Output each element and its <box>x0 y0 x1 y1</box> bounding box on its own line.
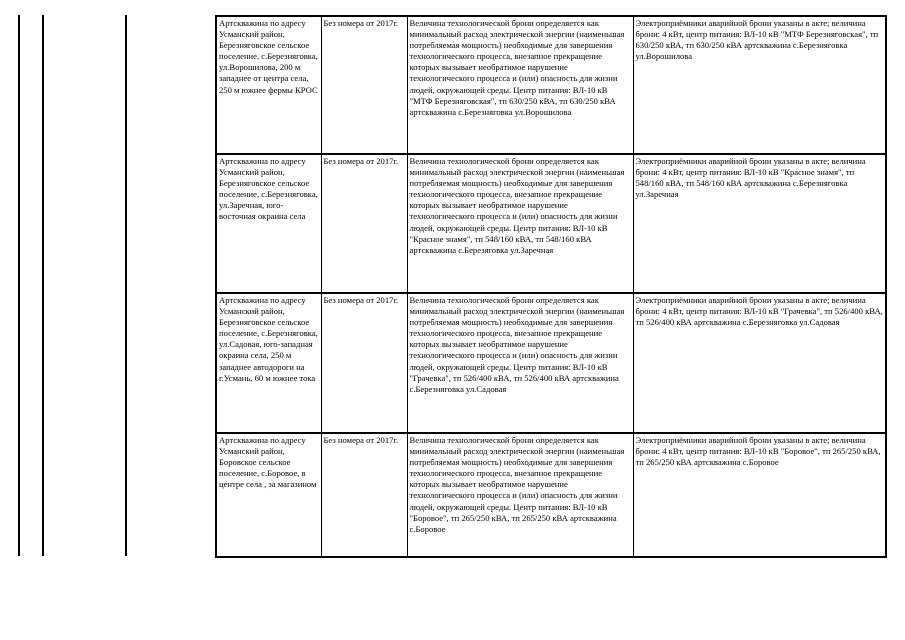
table-row <box>216 433 886 557</box>
left-border-line-1 <box>18 15 20 556</box>
receivers-cell: Электроприёмники аварийной брони указаны в акте; величина брони: 4 кВт, центр питания: ВЛ-10 кВ "Боровое", тп 265/250 кВА, тп 265/250 кВА артскважина с.Боровое <box>633 433 886 557</box>
left-border-line-3 <box>125 15 127 556</box>
table-row <box>216 16 886 154</box>
address-cell: Артскважина по адресу Усманский район, Боровское сельское поселение, с.Боровое, в центре села , за магазином <box>216 433 321 557</box>
address-cell: Артскважина по адресу Усманский район, Березняговское сельское поселение, с.Березняговка, ул.Ворошилова, 200 м западнее от центра села, 250 м южнее фермы КРОС <box>216 16 321 154</box>
receivers-cell: Электроприёмники аварийной брони указаны в акте; величина брони: 4 кВт, центр питания: ВЛ-10 кВ "Красное знамя", тп 548/160 кВА, тп 548/160 кВА артскважина с.Березняговка ул.Заречная <box>633 154 886 293</box>
description-cell: Величина технологической брони определяется как минимальный расход электрической энергии (наименьшая потребляемая мощность) необходимые для завершения технологического процесса, внезапное прекращение которых вызывает необратимое нарушение технологического процесса и (или) опасность для жизни людей, окружающей среды. Центр питания: ВЛ-10 кВ "Красное знамя", тп 548/160 кВА, тп 548/160 кВА артскважина с.Березяговка ул.Заречная <box>407 154 633 293</box>
description-cell: Величина технологической брони определяется как минимальный расход электрической энергии (наименьшая потребляемая мощность) необходимые для завершения технологического процесса, внезапное прекращение которых вызывает необратимое нарушение технологического процесса и (или) опасность для жизни людей, окружающей среды. Центр питания: ВЛ-10 кВ "МТФ Березняговская", тп 630/250 кВА, тп 630/250 кВА артскважина с.Березняговка ул.Ворошилова <box>407 16 633 154</box>
document-number-cell: Без номера от 2017г. <box>321 293 407 433</box>
table-row <box>216 293 886 433</box>
receivers-cell: Электроприёмники аварийной брони указаны в акте; величина брони: 4 кВт, центр питания: ВЛ-10 кВ "Грачевка", тп 526/400 кВА, тп 526/400 кВА артскважина с.Березняговка ул.Садовая <box>633 293 886 433</box>
description-cell: Величина технологической брони определяется как минимальный расход электрической энергии (наименьшая потребляемая мощность) необходимые для завершения технологического процесса, внезапное прекращение которых вызывает необратимое нарушение технологического процесса и (или) опасность для жизни людей, окружающей среды. Центр питания: ВЛ-10 кВ "Боровое", тп 265/250 кВА, тп 265/250 кВА артскважина с.Боровое <box>407 433 633 557</box>
document-number-cell: Без номера от 2017г. <box>321 154 407 293</box>
address-cell: Артскважина по адресу Усманский район, Березняговское сельское поселение, с.Березняговка, ул.Заречная, юго-восточная окраина села <box>216 154 321 293</box>
receivers-cell: Электроприёмники аварийной брони указаны в акте; величина брони: 4 кВт, центр питания: ВЛ-10 кВ "МТФ Березняговская", тп 630/250 кВА, тп 630/250 кВА артскважина с.Березняговка ул.Ворошилова <box>633 16 886 154</box>
left-border-line-2 <box>42 15 44 556</box>
document-number-cell: Без номера от 2017г. <box>321 16 407 154</box>
document-number-cell: Без номера от 2017г. <box>321 433 407 557</box>
address-cell: Артскважина по адресу Усманский район, Березняговское сельское поселение, с.Березняговка, ул.Садовая, юго-западная окраина села, 250 м западнее автодороги на г.Усмань, 60 м южнее тока <box>216 293 321 433</box>
description-cell: Величина технологической брони определяется как минимальный расход электрической энергии (наименьшая потребляемая мощность) необходимые для завершения технологического процесса, внезапное прекращение которых вызывает необратимое нарушение технологического процесса и (или) опасность для жизни людей, окружающей среды. Центр питания: ВЛ-10 кВ "Грачевка", тп 526/400 кВА, тп 526/400 кВА артскважина с.Березняговка ул.Садовая <box>407 293 633 433</box>
emergency-reserve-table <box>215 15 887 558</box>
table-row <box>216 154 886 293</box>
